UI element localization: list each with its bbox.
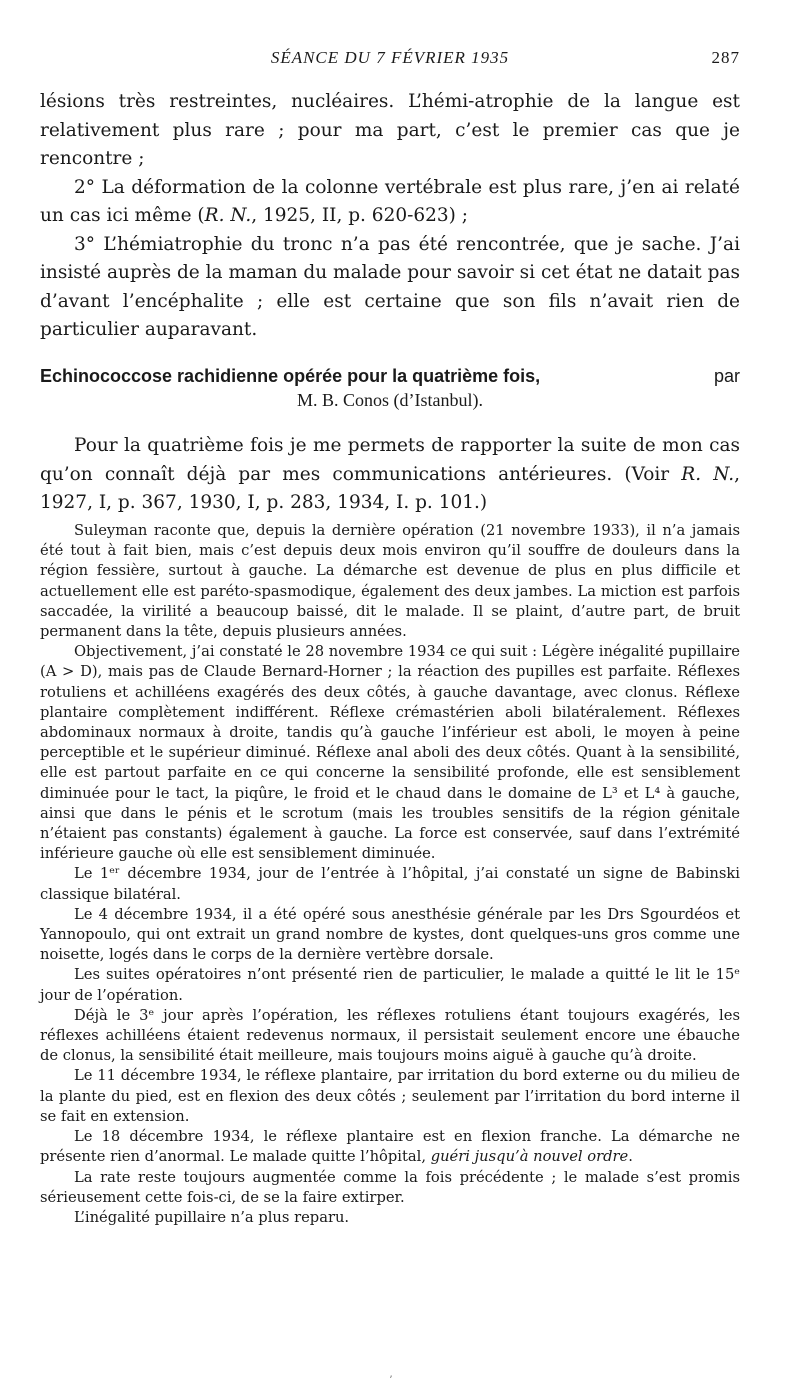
article-title: Echinococcose rachidienne opérée pour la quatrième fois, [40, 366, 541, 386]
text-run: , 1927, I, p. 367, 1930, I, p. 283, 1934, I. p. 101.) [40, 463, 741, 513]
text-run: . [628, 1148, 633, 1166]
text-run: Pour la quatrième fois je me permets de rapporter la suite de mon cas qu’on connaît déjà par mes communications antérieures. (Voir [40, 435, 740, 485]
paragraph: Déjà le 3ᵉ jour après l’opération, les réflexes rotuliens étant toujours exagérés, les réflexes achilléens étaient redevenus normaux, il persistait seulement encore une ébauche de clonus, la sensibilité était meilleure, mais toujours moins aiguë à gauche qu’à droite. [40, 1006, 740, 1065]
stray-mark: ʼ [389, 1375, 393, 1386]
article-by: par [713, 366, 740, 386]
page-number: 287 [711, 48, 740, 67]
paragraph: Les suites opératoires n’ont présenté rien de particulier, le malade a quitté le lit le 15ᵉ jour de l’opération. [40, 966, 740, 1004]
running-title: SÉANCE DU 7 FÉVRIER 1935 [270, 48, 510, 67]
article-intro [40, 432, 740, 518]
text-run: , 1925, II, p. 620-623) ; [251, 205, 469, 226]
paragraph: L’inégalité pupillaire n’a plus reparu. [74, 1208, 350, 1226]
paragraph: Le 1ᵉʳ décembre 1934, jour de l’entrée à l’hôpital, j’ai constaté un signe de Babinski classique bilatéral. [40, 865, 740, 903]
continuation-text [40, 88, 740, 345]
paragraph: lésions très restreintes, nucléaires. L’hémi-atrophie de la langue est relativement plus rare ; pour ma part, c’est le premier cas que je rencontre ; [40, 91, 740, 169]
text-run: 2° La déformation de la colonne vertébrale est plus rare, j’en ai relaté un cas ici même ( [40, 176, 740, 226]
case-report [40, 521, 740, 1228]
paragraph [40, 174, 740, 231]
paragraph: Objectivement, j’ai constaté le 28 novembre 1934 ce qui suit : Légère inégalité pupillaire (A > D), mais pas de Claude Bernard-Horner ; la réaction des pupilles est parfaite. Réflexes rotuliens et achilléens exagérés des deux côtés, à gauche davantage, avec clonus. Réflexe plantaire complètement indifférent. Réflexe crémastérien aboli bilatéralement. Réflexes abdominaux normaux à droite, tandis qu’à gauche l’inférieur est aboli, le moyen à peine perceptible et le supérieur diminué. Réflexe anal aboli des deux côtés. Quant à la sensibilité, elle est partout parfaite en ce qui concerne la sensibilité profonde, elle est sensiblement diminuée pour le tact, la piqûre, le froid et le chaud dans le domaine de L³ et L⁴ à gauche, ainsi que dans le pénis et le scrotum (mais les troubles sensitifs de la région génitale n’étaient pas constants) également à gauche. La force est conservée, sauf dans l’extrémité inférieure gauche où elle est sensiblement diminuée. [40, 643, 740, 863]
article-author: M. B. Conos (d’Istanbul). [297, 390, 483, 410]
paragraph: La rate reste toujours augmentée comme la fois précédente ; le malade s’est promis sérieusement cette fois-ci, de se la faire extirper. [40, 1168, 740, 1206]
journal-ref: R. N. [681, 463, 735, 485]
paragraph [40, 1127, 740, 1167]
paragraph: Suleyman raconte que, depuis la dernière opération (21 novembre 1933), il n’a jamais été tout à fait bien, mais c’est depuis deux mois environ qu’il souffre de douleurs dans la région fessière, surtout à gauche. La démarche est devenue de plus en plus difficile et actuellement elle est paréto-spasmodique, également des deux jambes. La miction est parfois saccadée, la virilité a beaucoup baissé, dit le malade. Il se plaint, d’autre part, de bruit permanent dans la tête, depuis plusieurs années. [40, 522, 740, 641]
article-heading [40, 364, 740, 412]
running-header [40, 48, 740, 72]
paragraph: 3° L’hémiatrophie du tronc n’a pas été rencontrée, que je sache. J’ai insisté auprès de la maman du malade pour savoir si cet état ne datait pas d’avant l’encéphalite ; elle est certaine que son fils n’avait rien de particulier auparavant. [40, 233, 740, 340]
italic-phrase: guéri jusqu’à nouvel ordre [430, 1148, 629, 1166]
text-run: Le 18 décembre 1934, le réflexe plantaire est en flexion franche. La démarche ne présente rien d’anormal. Le malade quitte l’hôpital, [40, 1128, 740, 1166]
journal-ref: R. N. [204, 205, 252, 226]
paragraph: Le 4 décembre 1934, il a été opéré sous anesthésie générale par les Drs Sgourdéos et Yannopoulo, qui ont extrait un grand nombre de kystes, dont quelques-uns gros comme une noisette, logés dans le corps de la dernière vertèbre dorsale. [40, 905, 740, 964]
paragraph: Le 11 décembre 1934, le réflexe plantaire, par irritation du bord externe ou du milieu de la plante du pied, est en flexion des deux côtés ; seulement par l’irritation du bord interne il se fait en extension. [40, 1067, 740, 1125]
